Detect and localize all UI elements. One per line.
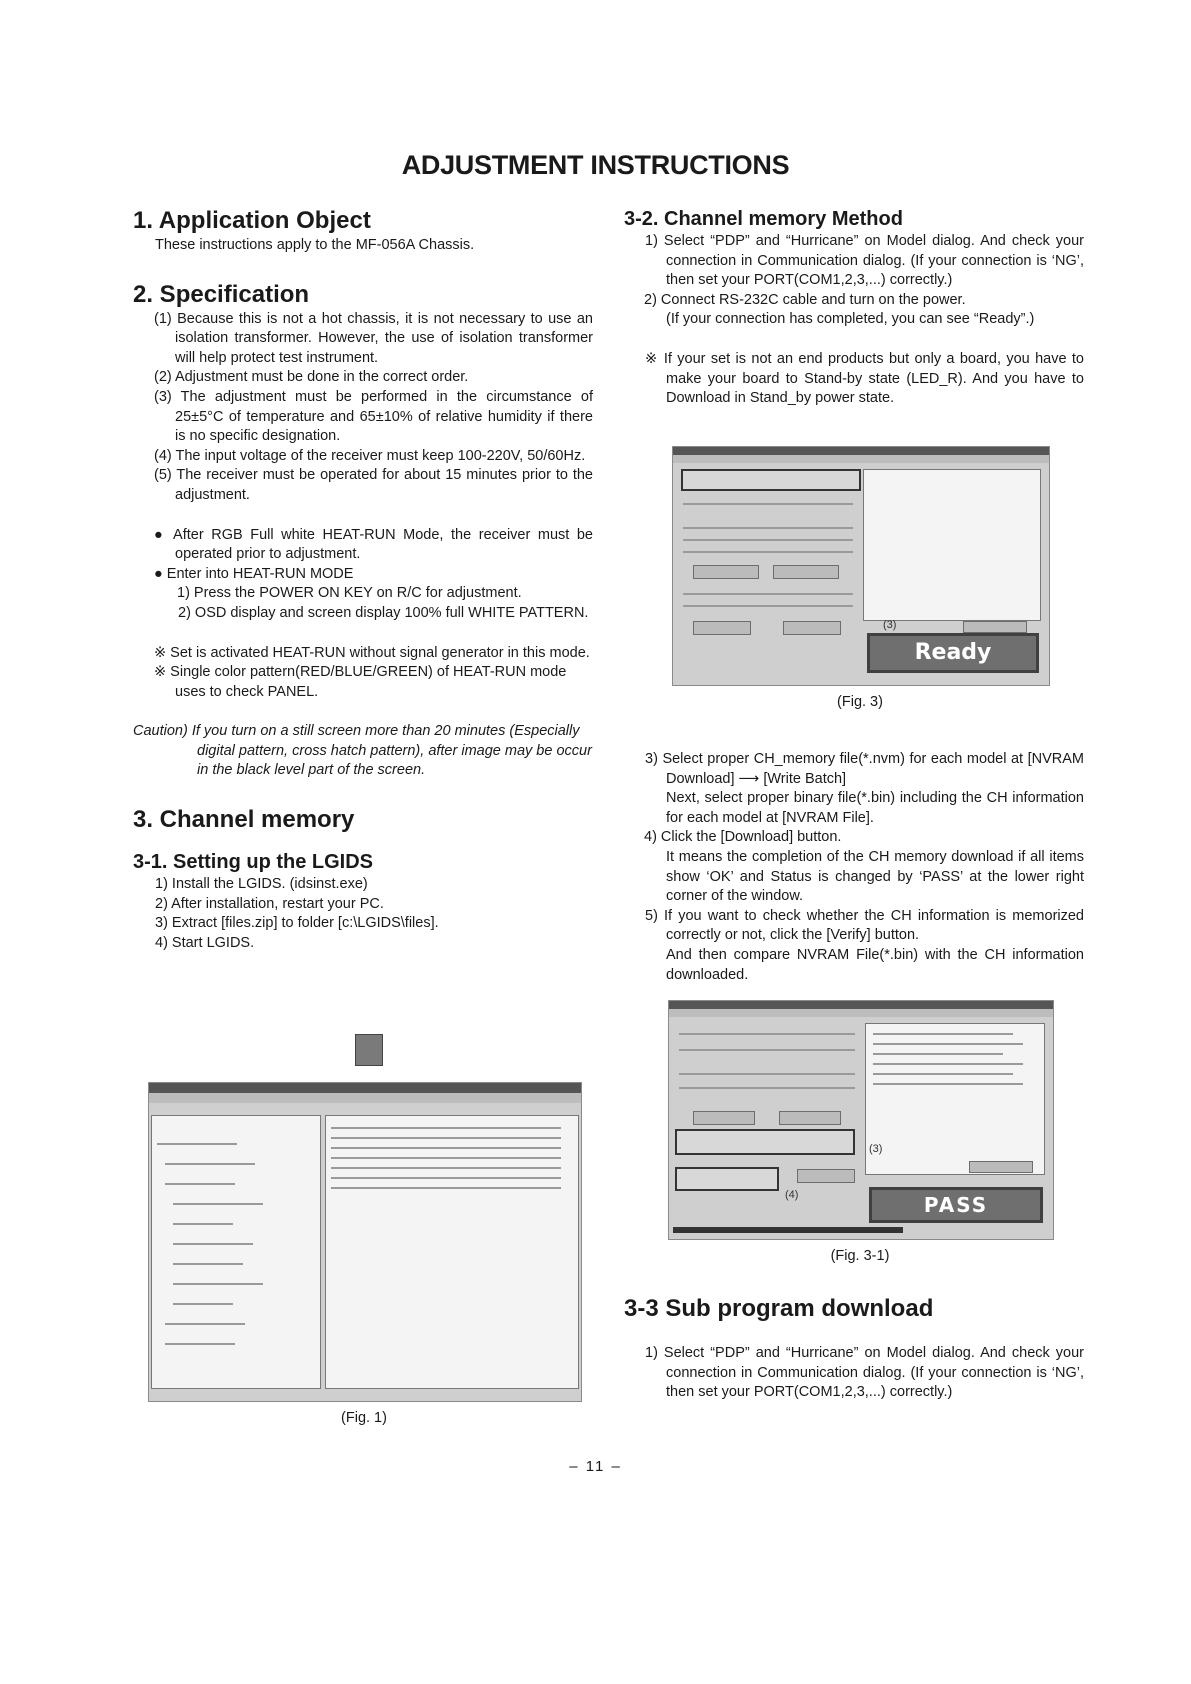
model-selector-box bbox=[681, 469, 861, 491]
spec-item-1: (1) Because this is not a hot chassis, it is not necessary to use an isolation transformer. However, the use of isolation transformer will help protect test instrument. bbox=[154, 310, 593, 366]
connect-button-shape bbox=[773, 565, 839, 579]
method-item-2: 2) Connect RS-232C cable and turn on the power. bbox=[644, 291, 966, 308]
folder-tree-pane bbox=[151, 1115, 321, 1389]
download-button-shape bbox=[693, 565, 759, 579]
note-1: ※ Set is activated HEAT-RUN without signal generator in this mode. bbox=[154, 644, 590, 661]
spec-item-4: (4) The input voltage of the receiver must keep 100-220V, 50/60Hz. bbox=[154, 447, 586, 464]
page-title: ADJUSTMENT INSTRUCTIONS bbox=[401, 150, 790, 180]
fig-1-explorer-screenshot bbox=[148, 1082, 582, 1402]
progress-bar bbox=[673, 1227, 903, 1233]
lgids-app-icon bbox=[355, 1034, 383, 1066]
section-3-3 bbox=[624, 1294, 1084, 1403]
fig-3-1-marker-4: (4) bbox=[785, 1189, 799, 1201]
fig-3-1-marker-3: (3) bbox=[869, 1143, 883, 1155]
sub-program-item-1: 1) Select “PDP” and “Hurricane” on Model dialog. And check your connection in Communication dialog. (If your connection is ‘NG’, then set your PORT(COM1,2,3,...) correctly.) bbox=[645, 1345, 1084, 1401]
method-item-3: 3) Select proper CH_memory file(*.nvm) for each model at [NVRAM Download] ⟶ [Write Batch] bbox=[645, 751, 1084, 787]
fig-1-caption: (Fig. 1) bbox=[341, 1410, 387, 1426]
method-item-4: 4) Click the [Download] button. bbox=[644, 829, 842, 846]
right-column bbox=[624, 206, 1084, 409]
caution-text: Caution) If you turn on a still screen more than 20 minutes (Especially digital pattern, cross hatch pattern), after image may be occur in the black level part of the screen. bbox=[133, 723, 592, 779]
heat-run-step-2: 2) OSD display and screen display 100% full WHITE PATTERN. bbox=[178, 604, 589, 621]
download-button-box bbox=[675, 1167, 779, 1191]
section-3-2-heading: 3-2. Channel memory Method bbox=[624, 208, 903, 230]
right-column-continued bbox=[624, 750, 1084, 985]
log-pane bbox=[863, 469, 1041, 621]
note-2: ※ Single color pattern(RED/BLUE/GREEN) of HEAT-RUN mode uses to check PANEL. bbox=[154, 664, 567, 700]
page-number: – 11 – bbox=[569, 1458, 622, 1475]
lgids-step-3: 3) Extract [files.zip] to folder [c:\LGIDS\files]. bbox=[155, 915, 439, 932]
nvram-file-box bbox=[675, 1129, 855, 1155]
section-3-heading: 3. Channel memory bbox=[133, 806, 355, 834]
spec-item-5: (5) The receiver must be operated for about 15 minutes prior to the adjustment. bbox=[154, 467, 593, 503]
log-pane bbox=[865, 1023, 1045, 1175]
ready-status-banner: Ready bbox=[867, 633, 1039, 673]
method-item-3-detail: Next, select proper binary file(*.bin) including the CH information for each model at [NVRAM File]. bbox=[666, 790, 1084, 826]
window-menu-bar bbox=[149, 1093, 581, 1103]
fig-3-marker: (3) bbox=[883, 619, 897, 631]
method-item-5: 5) If you want to check whether the CH information is memorized correctly or not, click the [Verify] button. bbox=[645, 907, 1084, 944]
lgids-step-2: 2) After installation, restart your PC. bbox=[155, 895, 384, 912]
left-column bbox=[133, 206, 593, 953]
method-item-4-detail: It means the completion of the CH memory download if all items show ‘OK’ and Status is changed by ‘PASS’ at the lower right corner of the window. bbox=[666, 848, 1084, 905]
section-3-3-heading: 3-3 Sub program download bbox=[624, 1295, 934, 1322]
fig-3-1-caption: (Fig. 3-1) bbox=[830, 1248, 890, 1264]
spec-item-3: (3) The adjustment must be performed in the circumstance of 25±5°C of temperature and 65±10% of relative humidity if there is no specific designation. bbox=[154, 388, 593, 445]
method-item-1: 1) Select “PDP” and “Hurricane” on Model dialog. And check your connection in Communication dialog. (If your connection is ‘NG’, then set your PORT(COM1,2,3,...) correctly.) bbox=[645, 233, 1084, 289]
heat-run-bullet-2: ● Enter into HEAT-RUN MODE bbox=[154, 565, 354, 582]
spec-item-2: (2) Adjustment must be done in the correct order. bbox=[154, 369, 469, 386]
window-title-bar bbox=[149, 1083, 581, 1093]
section-3-1-heading: 3-1. Setting up the LGIDS bbox=[133, 851, 374, 874]
standby-note: ※ If your set is not an end products but only a board, you have to make your board to Stand-by state (LED_R). And you have to Download in Stand_by power state. bbox=[645, 350, 1084, 407]
section-1-heading: 1. Application Object bbox=[133, 207, 371, 234]
fig-3-1-pass-screenshot bbox=[668, 1000, 1054, 1240]
section-1-text: These instructions apply to the MF-056A Chassis. bbox=[155, 237, 475, 253]
section-2-heading: 2. Specification bbox=[133, 280, 310, 308]
lgids-step-1: 1) Install the LGIDS. (idsinst.exe) bbox=[155, 876, 368, 893]
heat-run-step-1: 1) Press the POWER ON KEY on R/C for adjustment. bbox=[177, 585, 522, 602]
lgids-step-4: 4) Start LGIDS. bbox=[155, 934, 255, 951]
fig-3-ready-screenshot bbox=[672, 446, 1050, 686]
method-item-2-note: (If your connection has completed, you can see “Ready”.) bbox=[666, 311, 1035, 328]
fig-3-caption: (Fig. 3) bbox=[837, 694, 883, 710]
pass-status-banner: PASS bbox=[869, 1187, 1043, 1223]
heat-run-bullet-1: ● After RGB Full white HEAT-RUN Mode, the receiver must be operated prior to adjustment. bbox=[154, 526, 593, 563]
method-item-5-detail: And then compare NVRAM File(*.bin) with the CH information downloaded. bbox=[666, 946, 1084, 983]
